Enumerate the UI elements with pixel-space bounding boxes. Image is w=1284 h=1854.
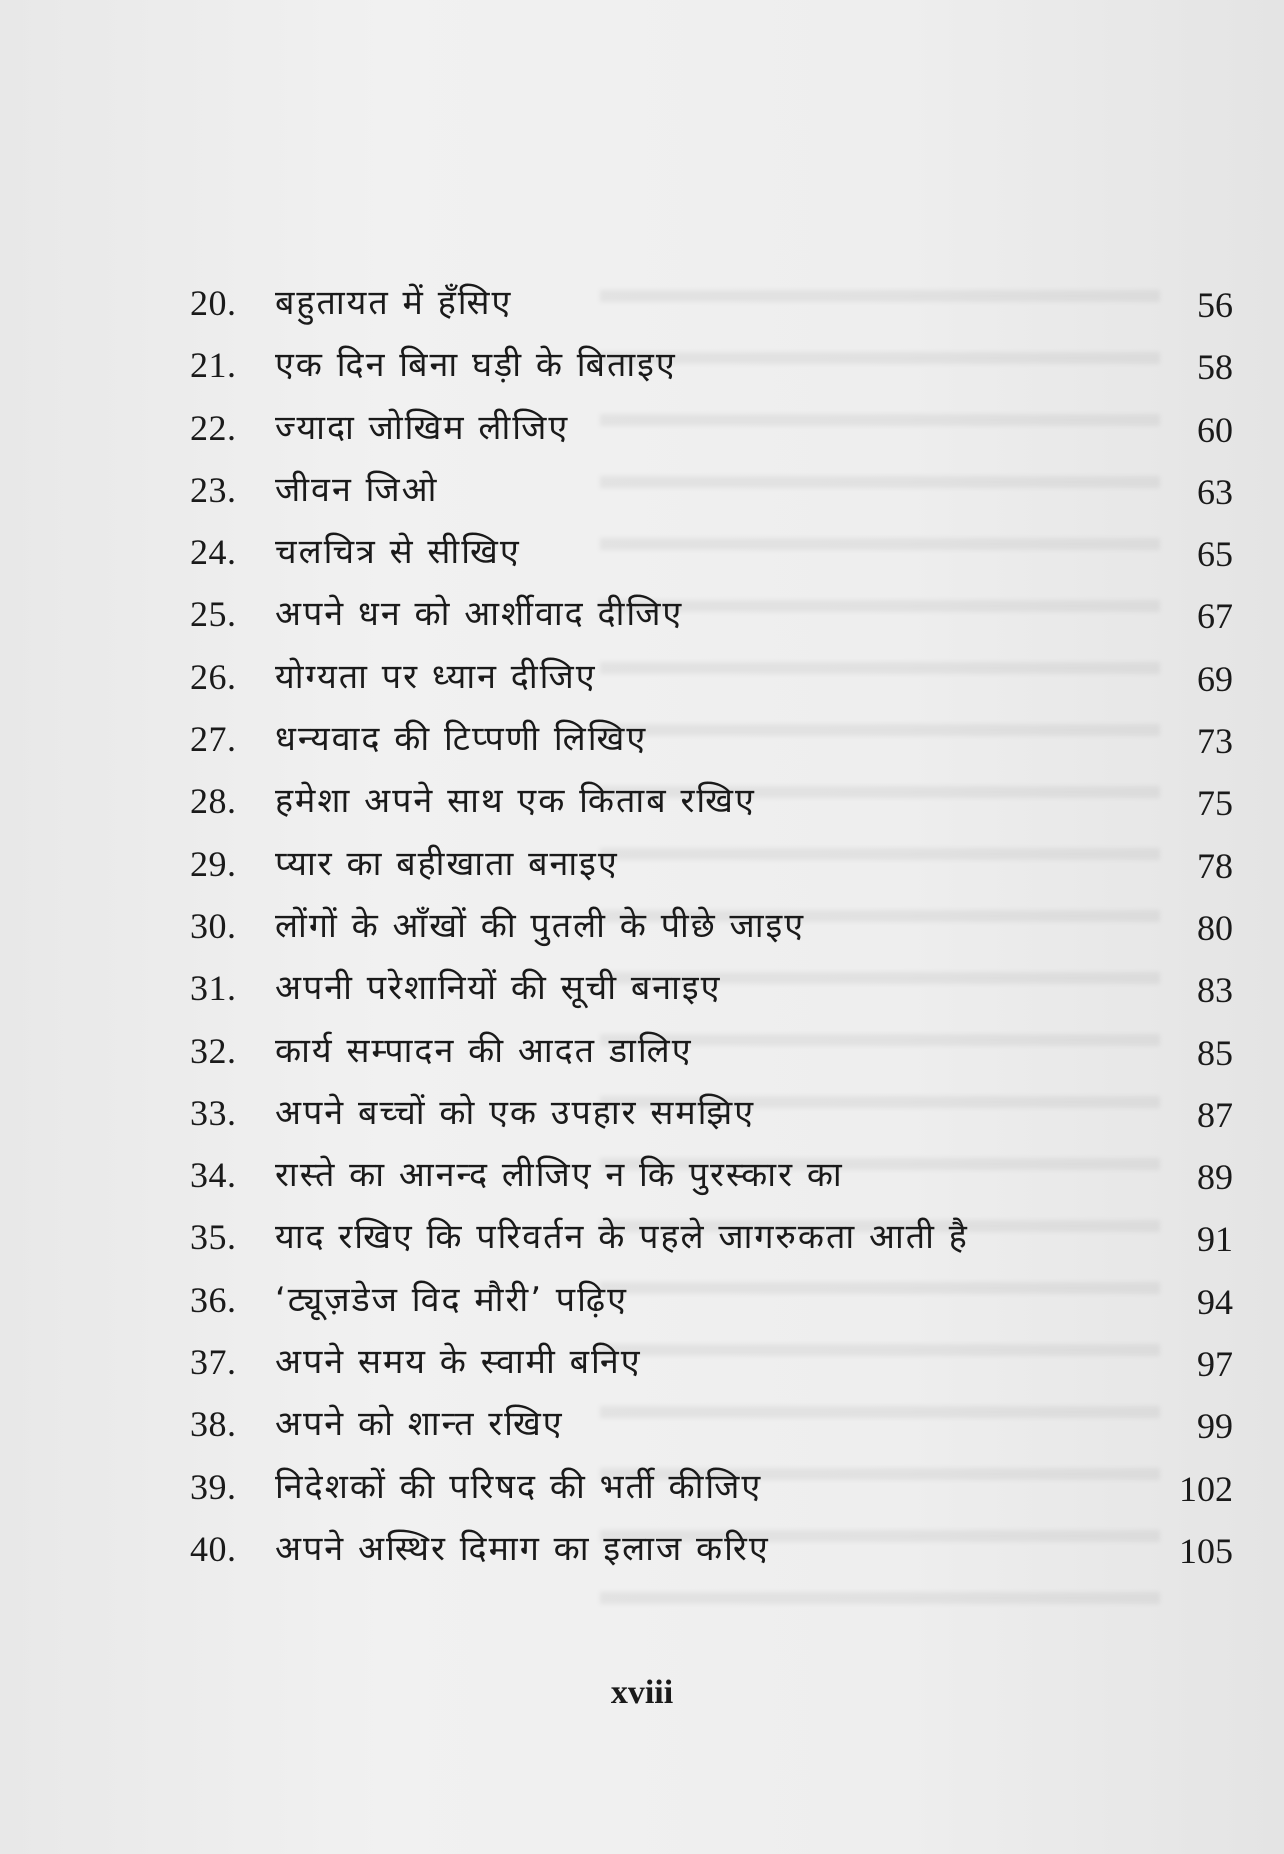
entry-number: 29. [190, 843, 237, 884]
entry-page-number: 65 [1197, 534, 1233, 575]
toc-entry [0, 1331, 1284, 1393]
toc-entry [0, 708, 1284, 770]
entry-page-number: 94 [1197, 1281, 1233, 1322]
toc-entry [0, 583, 1284, 645]
toc-entry [0, 1144, 1284, 1206]
entry-page-number: 91 [1197, 1219, 1233, 1260]
entry-number: 27. [190, 719, 237, 760]
entry-title: हमेशा अपने साथ एक किताब रखिए [275, 781, 756, 822]
entry-title: अपने को शान्त रखिए [275, 1404, 564, 1445]
entry-title: ज्यादा जोखिम लीजिए [275, 407, 570, 448]
toc-entry [0, 272, 1284, 334]
entry-page-number: 67 [1197, 596, 1233, 637]
entry-number: 23. [190, 469, 237, 510]
entry-page-number: 75 [1197, 783, 1233, 824]
entry-number: 20. [190, 283, 237, 323]
entry-number: 34. [190, 1155, 237, 1196]
toc-entry [0, 1206, 1284, 1268]
entry-title: जीवन जिओ [275, 469, 439, 510]
entry-page-number: 78 [1197, 845, 1233, 886]
entry-page-number: 99 [1197, 1406, 1233, 1447]
entry-number: 21. [190, 345, 237, 386]
entry-page-number: 73 [1197, 721, 1233, 762]
entry-number: 39. [190, 1466, 237, 1507]
toc-entry [0, 334, 1284, 396]
entry-title: कार्य सम्पादन की आदत डालिए [275, 1030, 693, 1071]
entry-number: 26. [190, 656, 237, 697]
toc-entry [0, 397, 1284, 459]
toc-entry [0, 1518, 1284, 1580]
entry-number: 38. [190, 1404, 237, 1445]
toc-entry [0, 1082, 1284, 1144]
entry-page-number: 102 [1179, 1468, 1233, 1509]
entry-title: अपने बच्चों को एक उपहार समझिए [275, 1092, 755, 1133]
entry-title: याद रखिए कि परिवर्तन के पहले जागरुकता आती है [275, 1217, 969, 1258]
entry-title: प्यार का बहीखाता बनाइए [275, 843, 619, 884]
entry-page-number: 58 [1197, 347, 1233, 388]
entry-number: 35. [190, 1217, 237, 1258]
entry-page-number: 85 [1197, 1032, 1233, 1073]
toc-entry [0, 1456, 1284, 1518]
entry-title: अपने धन को आर्शीवाद दीजिए [275, 594, 684, 635]
entry-number: 32. [190, 1030, 237, 1071]
entry-title: रास्ते का आनन्द लीजिए न कि पुरस्कार का [275, 1155, 844, 1196]
entry-title: ‘ट्यूज़डेज विद मौरी’ पढ़िए [275, 1279, 628, 1320]
entry-page-number: 89 [1197, 1157, 1233, 1198]
entry-number: 31. [190, 968, 237, 1009]
entry-page-number: 60 [1197, 409, 1233, 450]
toc-entry [0, 459, 1284, 521]
entry-page-number: 97 [1197, 1344, 1233, 1385]
entry-number: 37. [190, 1342, 237, 1383]
entry-title: चलचित्र से सीखिए [275, 532, 521, 573]
table-of-contents [0, 272, 1284, 1580]
entry-number: 36. [190, 1279, 237, 1320]
entry-title: धन्यवाद की टिप्पणी लिखिए [275, 719, 648, 760]
entry-title: अपने समय के स्वामी बनिए [275, 1342, 642, 1383]
entry-page-number: 105 [1179, 1530, 1233, 1571]
entry-title: योग्यता पर ध्यान दीजिए [275, 656, 597, 697]
entry-number: 30. [190, 905, 237, 946]
toc-entry [0, 1020, 1284, 1082]
entry-title: एक दिन बिना घड़ी के बिताइए [275, 345, 677, 386]
toc-entry [0, 770, 1284, 832]
entry-number: 22. [190, 407, 237, 448]
entry-page-number: 80 [1197, 907, 1233, 948]
entry-number: 28. [190, 781, 237, 822]
entry-title: अपनी परेशानियों की सूची बनाइए [275, 968, 722, 1009]
entry-number: 25. [190, 594, 237, 635]
toc-entry [0, 1269, 1284, 1331]
toc-entry [0, 833, 1284, 895]
entry-number: 40. [190, 1528, 237, 1569]
toc-entry [0, 521, 1284, 583]
entry-title: अपने अस्थिर दिमाग का इलाज करिए [275, 1528, 770, 1569]
entry-number: 33. [190, 1092, 237, 1133]
entry-page-number: 87 [1197, 1094, 1233, 1135]
entry-page-number: 69 [1197, 658, 1233, 699]
entry-page-number: 56 [1197, 285, 1233, 325]
toc-entry [0, 895, 1284, 957]
entry-title: लोंगों के आँखों की पुतली के पीछे जाइए [275, 905, 805, 946]
toc-entry [0, 957, 1284, 1019]
toc-entry [0, 1393, 1284, 1455]
entry-title: निदेशकों की परिषद की भर्ती कीजिए [275, 1466, 763, 1507]
toc-entry [0, 646, 1284, 708]
page-folio: xviii [610, 1674, 674, 1711]
entry-number: 24. [190, 532, 237, 573]
entry-page-number: 83 [1197, 970, 1233, 1011]
entry-title: बहुतायत में हँसिए [275, 283, 513, 323]
entry-page-number: 63 [1197, 471, 1233, 512]
